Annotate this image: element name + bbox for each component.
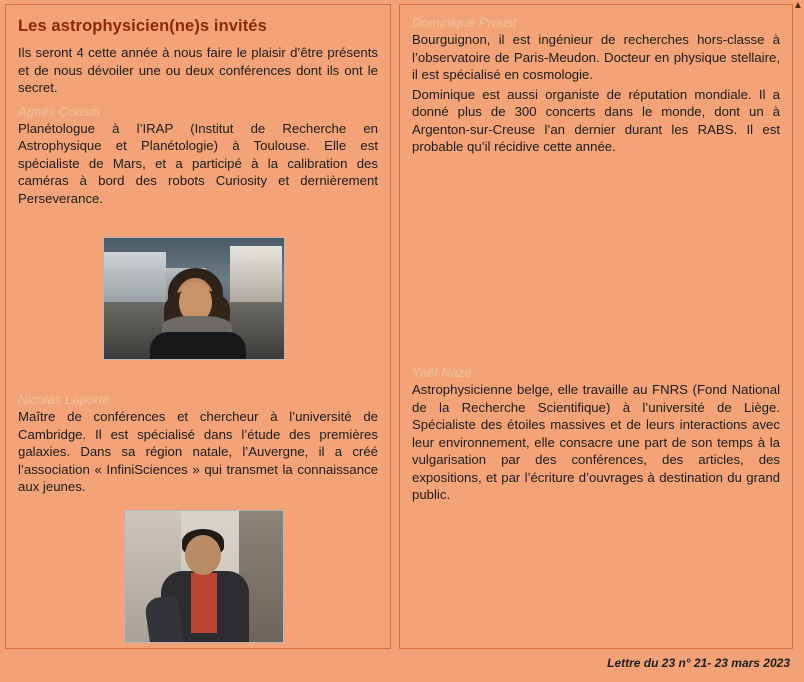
guest-name-dominique-proust: Dominique Proust [412,15,517,30]
left-column-panel [5,4,391,649]
photo-nicolas-laporte [124,510,284,643]
page-title: Les astrophysicien(ne)s invités [18,17,267,35]
intro-paragraph: Ils seront 4 cette année à nous faire le plaisir d’être présents et de nous dévoiler une ou deux conférences dont ils ont le secret. [18,45,378,96]
guest-bio-agnes-cousin: Planétologue à l’IRAP (Institut de Recherche en Astrophysique et Planétologie) à Toulouse. Elle est spécialiste de Mars, et a participé à la calibration des caméras à bord des robots Curiosity et dernièrement Perseverance. [18,120,378,206]
scroll-up-arrow-icon[interactable]: ▲ [793,0,803,11]
guest-bio-dominique-proust-part1: Bourguignon, il est ingénieur de recherches hors-classe à l’observatoire de Paris-Meudon. Docteur en physique stellaire, il est spécialisé en cosmologie. [412,32,780,83]
guest-bio-dominique-proust-part2: Dominique est aussi organiste de réputation mondiale. Il a donné plus de 300 concerts dans le monde, dont un à Argenton-sur-Creuse l’an dernier durant les RABS. Il est probable qu’il récidive cette année. [412,86,780,155]
right-column-panel [399,4,793,649]
guest-name-nicolas-laporte: Nicolas Laporte [18,392,110,407]
guest-bio-nicolas-laporte: Maître de conférences et chercheur à l’université de Cambridge. Il est spécialisé dans l’étude des premières galaxies. Dans sa région natale, l’Auvergne, il a créé l’association « InfiniSciences » qui transmet la connaissance aux jeunes. [18,409,378,495]
document-footer: Lettre du 23 n° 21- 23 mars 2023 [607,656,790,670]
guest-bio-yael-naze: Astrophysicienne belge, elle travaille au FNRS (Fond National de la Recherche Scientifique) à l’université de Liège. Spécialiste des étoiles massives et de leurs interactions avec leur environnement, elle consacre une part de son temps à la vulgarisation par des conférences, des articles, des expositions, et par l’écriture d’ouvrages à destination du grand public. [412,382,780,503]
guest-name-yael-naze: Yaël Nazé [412,365,472,380]
guest-name-agnes-cousin: Agnès Cousin [18,103,101,119]
photo-agnes-cousin [103,237,285,360]
